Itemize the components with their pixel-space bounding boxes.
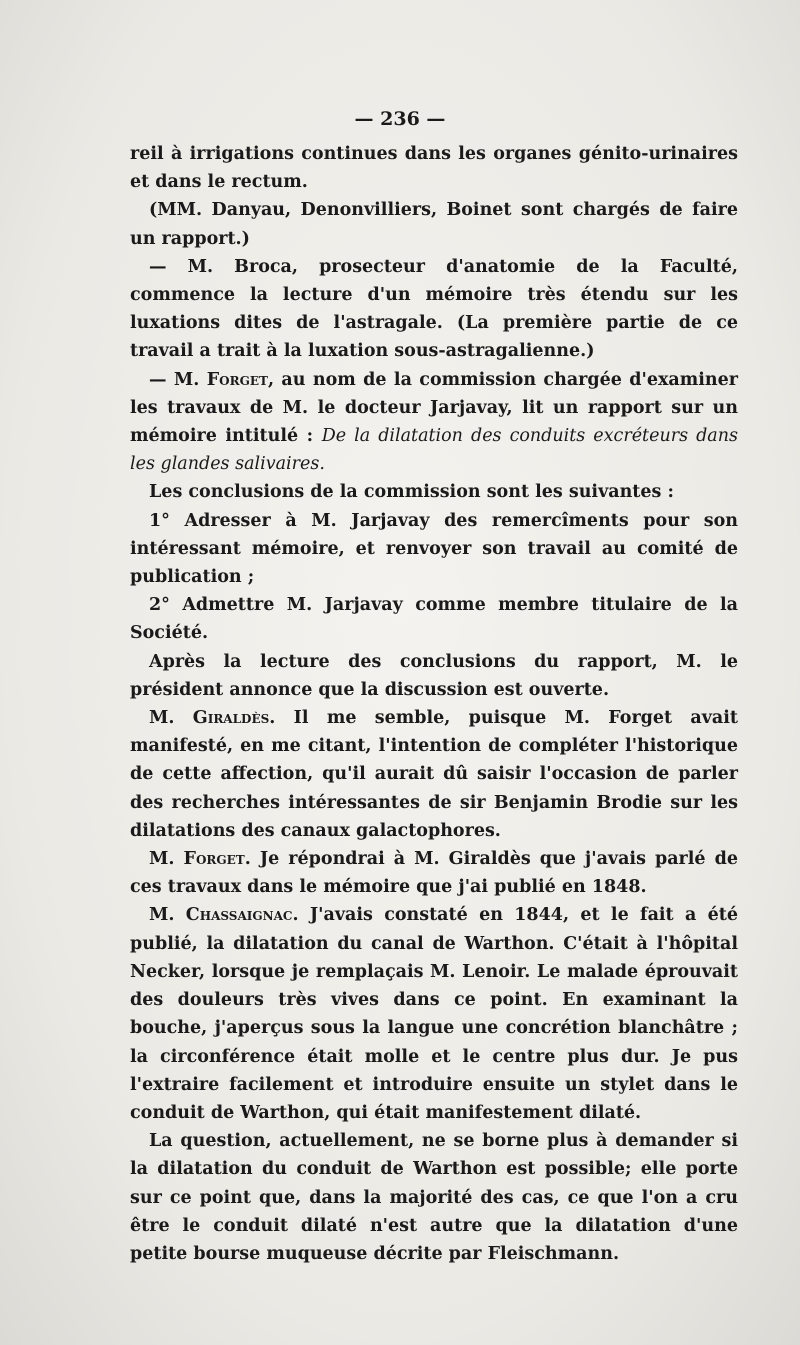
- paragraph-text: . Je répondrai à M. Giraldès que j'avais parlé de ces travaux dans le mémoire que j'ai publié en 1848.: [130, 849, 738, 898]
- speaker-prefix: — M.: [149, 369, 207, 390]
- paragraph-10: [130, 845, 738, 901]
- speaker-name: Giraldès: [192, 708, 270, 729]
- speaker-name: Forget: [183, 849, 245, 870]
- paragraph-9: [130, 704, 738, 845]
- paragraph-text: . J'avais constaté en 1844, et le fait a été publié, la dilatation du canal de Warthon. C'était à l'hôpital Necker, lorsque je remplaçais M. Lenoir. Le malade éprouvait des douleurs très vives dans ce point. En examinant la bouche, j'aperçus sous la langue une concrétion blanchâtre ; la circonférence était molle et le centre plus dur. Je pus l'extraire facilement et introduire ensuite un stylet dans le conduit de Warthon, qui était manifestement dilaté.: [130, 905, 738, 1123]
- paragraph-5: Les conclusions de la commission sont les suivantes :: [149, 482, 674, 503]
- paragraph-text: , au nom de la commission chargée d'examiner les travaux de M. le docteur Jarjavay, lit un rapport sur un mémoire intitulé :: [130, 369, 739, 447]
- paragraph-4: [130, 366, 738, 479]
- paragraph-2: (MM. Danyau, Denonvilliers, Boinet sont chargés de faire un rapport.): [130, 200, 738, 249]
- paragraph-1: reil à irrigations continues dans les organes génito-urinaires et dans le rectum.: [130, 144, 738, 193]
- paragraph-11: [130, 901, 738, 1127]
- memoir-title: De la dilatation des conduits excréteurs dans les glandes salivaires.: [130, 426, 738, 475]
- paragraph-6: 1° Adresser à M. Jarjavay des remercîments pour son intéressant mémoire, et renvoyer son travail au comité de publication ;: [130, 510, 738, 588]
- paragraph-text: . Il me semble, puisque M. Forget avait manifesté, en me citant, l'intention de compléter l'historique de cette affection, qu'il aurait dû saisir l'occasion de parler des recherches intéressantes de sir Benjamin Brodie sur les dilatations des canaux galactophores.: [130, 708, 739, 841]
- speaker-prefix: M.: [149, 905, 186, 926]
- paragraph-3: — M. Broca, prosecteur d'anatomie de la Faculté, commence la lecture d'un mémoire très étendu sur les luxations dites de l'astragale. (La première partie de ce travail a trait à la luxation sous-astragalienne.): [130, 256, 738, 362]
- paragraph-7: 2° Admettre M. Jarjavay comme membre titulaire de la Société.: [130, 595, 738, 644]
- body-text: [130, 140, 738, 1268]
- speaker-prefix: M.: [149, 849, 184, 870]
- speaker-name: Forget: [206, 369, 268, 390]
- speaker-prefix: M.: [149, 708, 193, 729]
- paragraph-8: Après la lecture des conclusions du rapport, M. le président annonce que la discussion est ouverte.: [130, 651, 738, 700]
- page-number: — 236 —: [354, 108, 446, 130]
- paragraph-12: La question, actuellement, ne se borne plus à demander si la dilatation du conduit de Warthon est possible; elle porte sur ce point que, dans la majorité des cas, ce que l'on a cru être le conduit dilaté n'est autre que la dilatation d'une petite bourse muqueuse décrite par Fleischmann.: [130, 1131, 738, 1264]
- speaker-name: Chassaignac: [185, 905, 293, 926]
